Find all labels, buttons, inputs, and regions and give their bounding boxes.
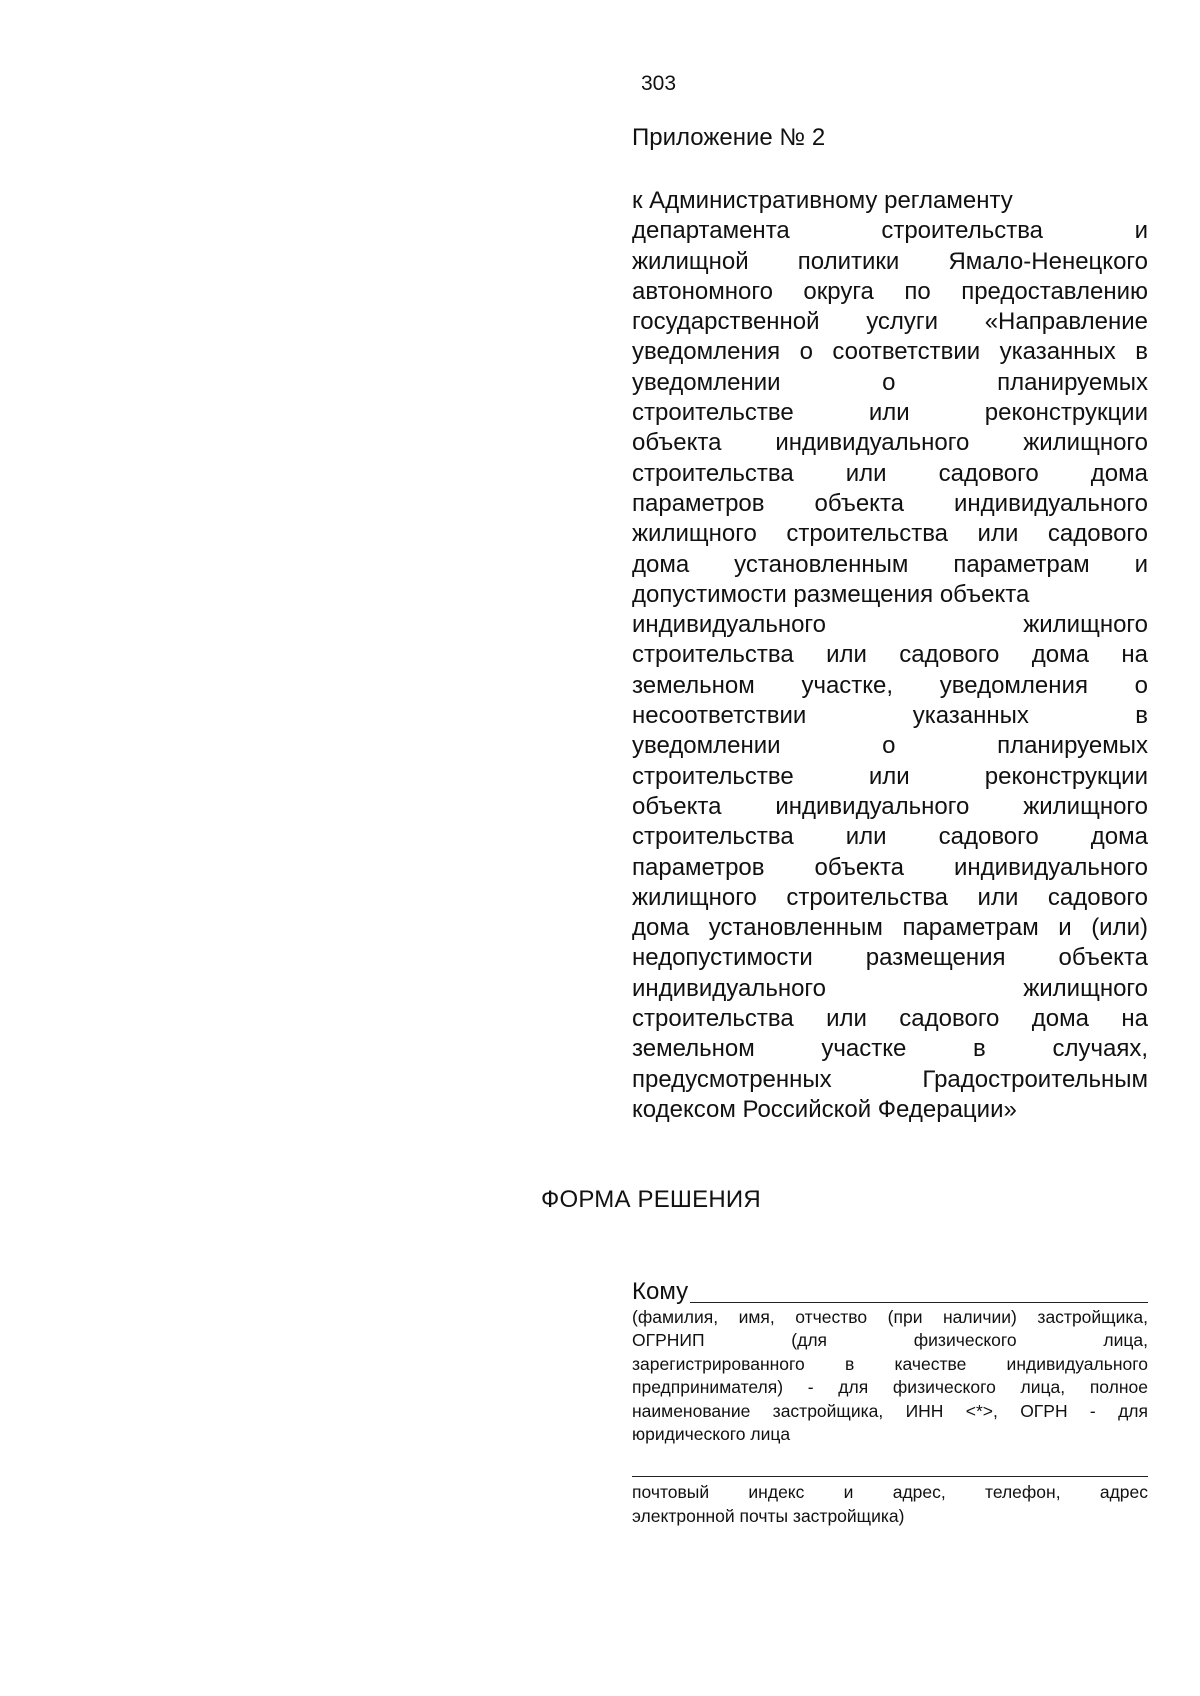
- appendix-line: земельном участке, уведомления о: [632, 671, 1148, 699]
- appendix-line: предусмотренных Градостроительным: [632, 1065, 1148, 1093]
- appendix-line: дома установленным параметрам и (или): [632, 914, 1148, 942]
- appendix-line: департамента строительства и: [632, 217, 1148, 245]
- appendix-line: объекта индивидуального жилищного: [632, 792, 1148, 820]
- caption-line: (фамилия, имя, отчество (при наличии) застройщика,: [632, 1307, 1148, 1327]
- page-number: 303: [641, 72, 677, 95]
- appendix-line: жилищного строительства или садового: [632, 883, 1148, 911]
- appendix-line: параметров объекта индивидуального: [632, 489, 1148, 517]
- appendix-line: индивидуального жилищного: [632, 974, 1148, 1002]
- appendix-line: жилищного строительства или садового: [632, 520, 1148, 548]
- caption-line: электронной почты застройщика): [632, 1505, 905, 1526]
- appendix-line: объекта индивидуального жилищного: [632, 429, 1148, 457]
- appendix-line: уведомлении о планируемых: [632, 732, 1148, 760]
- recipient-address-caption: [632, 1476, 1148, 1528]
- appendix-line: дома установленным параметрам и: [632, 550, 1148, 578]
- caption-line: предпринимателя) - для физического лица, полное: [632, 1377, 1148, 1398]
- appendix-line: государственной услуги «Направление: [632, 308, 1148, 336]
- appendix-line: кодексом Российской Федерации»: [632, 1095, 1017, 1123]
- appendix-line: уведомлении о планируемых: [632, 368, 1148, 396]
- appendix-line: строительстве или реконструкции: [632, 762, 1148, 790]
- appendix-line: земельном участке в случаях,: [632, 1035, 1148, 1063]
- recipient-applicant-caption: [632, 1306, 1148, 1446]
- appendix-line: уведомления о соответствии указанных в: [632, 338, 1148, 366]
- recipient-to-label: Кому: [632, 1278, 689, 1305]
- appendix-line: строительстве или реконструкции: [632, 399, 1148, 427]
- recipient-to-row: [632, 1276, 1148, 1306]
- appendix-line: строительства или садового дома: [632, 823, 1148, 851]
- caption-line: наименование застройщика, ИНН <*>, ОГРН - для: [632, 1400, 1148, 1421]
- appendix-body: [632, 186, 1148, 1125]
- appendix-line: индивидуального жилищного: [632, 611, 1148, 639]
- recipient-block: [632, 1276, 1148, 1528]
- appendix-line: к Административному регламенту: [632, 187, 1013, 214]
- appendix-line: строительства или садового дома на: [632, 641, 1148, 669]
- caption-line: почтовый индекс и адрес, телефон, адрес: [632, 1482, 1148, 1503]
- appendix-line: недопустимости размещения объекта: [632, 944, 1148, 972]
- appendix-line: строительства или садового дома на: [632, 1005, 1148, 1033]
- caption-line: зарегистрированного в качестве индивидуального: [632, 1353, 1148, 1374]
- caption-line: юридического лица: [632, 1424, 791, 1445]
- appendix-line: несоответствии указанных в: [632, 702, 1148, 730]
- appendix-line: параметров объекта индивидуального: [632, 853, 1148, 881]
- appendix-title: Приложение № 2: [632, 124, 826, 151]
- recipient-name-blank: [690, 1301, 1148, 1303]
- appendix-line: жилищной политики Ямало-Ненецкого: [632, 247, 1148, 275]
- appendix-line: автономного округа по предоставлению: [632, 277, 1148, 305]
- appendix-line: допустимости размещения объекта: [632, 580, 1030, 608]
- appendix-line: строительства или садового дома: [632, 459, 1148, 487]
- caption-line: ОГРНИП (для физического лица,: [632, 1330, 1148, 1351]
- form-title: ФОРМА РЕШЕНИЯ: [541, 1186, 761, 1213]
